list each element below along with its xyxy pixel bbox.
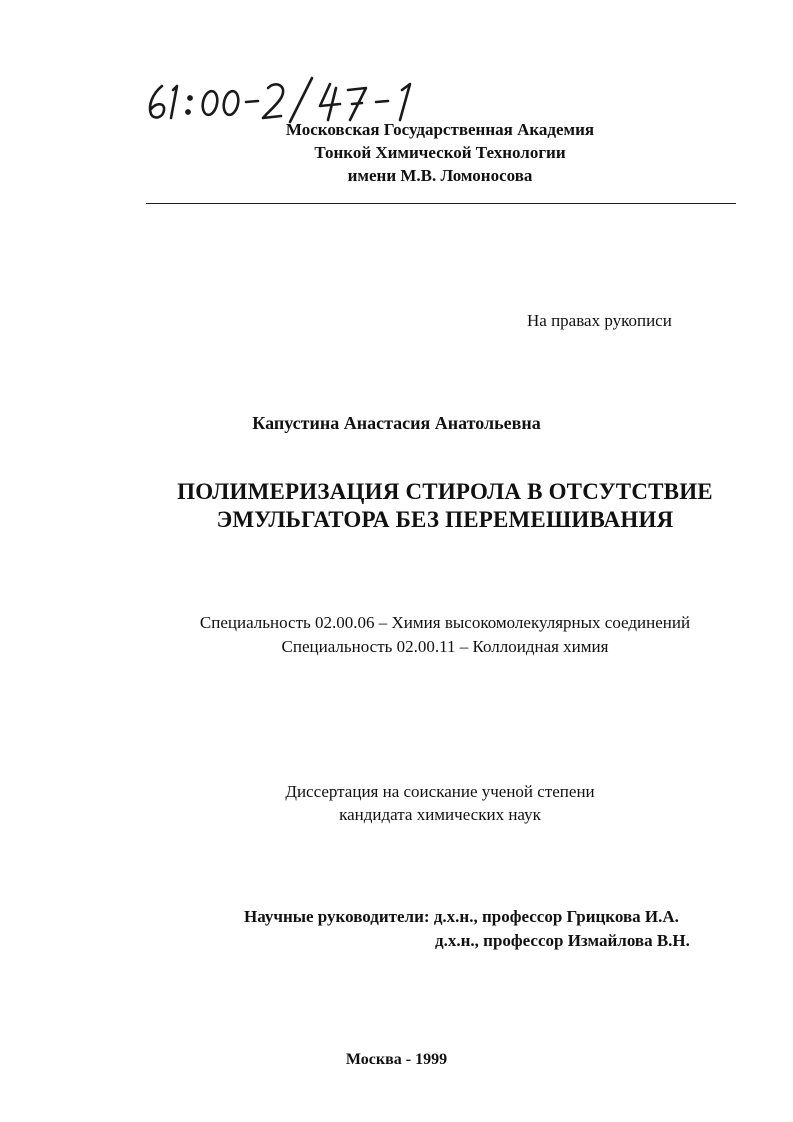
institution-line-2: Тонкой Химической Технологии [314,143,566,162]
institution-name [150,118,730,187]
supervisor-1: д.х.н., профессор Грицкова И.А. [433,907,679,926]
title-line-2: ЭМУЛЬГАТОРА БЕЗ ПЕРЕМЕШИВАНИЯ [216,507,674,532]
institution-line-1: Московская Государственная Академия [285,120,595,139]
header-divider [146,203,736,204]
degree-line-1: Диссертация на соискание ученой степени [285,782,595,801]
degree-line-2: кандидата химических наук [339,805,541,824]
specialties [100,611,790,659]
degree-statement [170,780,710,826]
supervisor-2: д.х.н., профессор Измайлова В.Н. [435,931,690,950]
institution-line-3: имени М.В. Ломоносова [347,166,533,185]
dissertation-title [120,478,770,534]
rights-notice: На правах рукописи [527,311,672,330]
author-name: Капустина Анастасия Анатольевна [252,413,541,433]
specialty-2: Специальность 02.00.11 – Коллоидная химия [281,637,609,656]
specialty-1: Специальность 02.00.06 – Химия высокомолекулярных соединений [199,613,691,632]
scientific-supervisors [244,905,690,953]
title-line-1: ПОЛИМЕРИЗАЦИЯ СТИРОЛА В ОТСУТСТВИЕ [177,479,713,504]
city-year: Москва - 1999 [345,1051,448,1068]
supervisors-row-1 [244,905,690,929]
handwritten-archive-code [140,72,460,124]
supervisors-label: Научные руководители: [244,907,430,926]
